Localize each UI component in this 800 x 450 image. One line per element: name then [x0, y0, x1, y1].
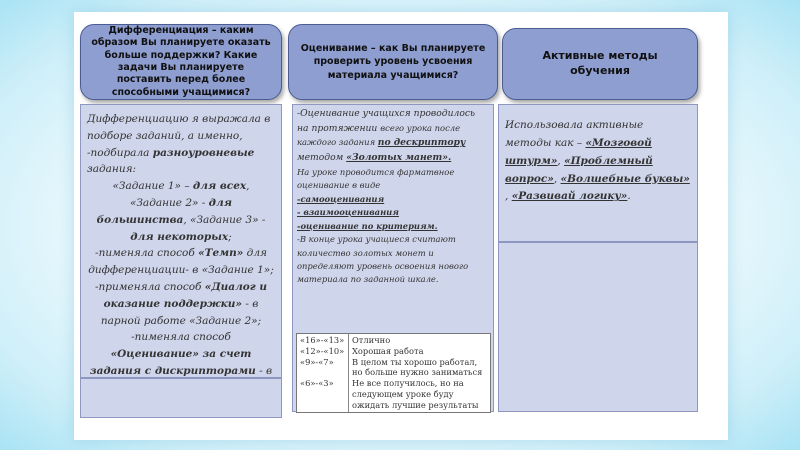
assess-descriptor: по дескриптору [377, 137, 466, 149]
diff-tempo [87, 245, 275, 279]
active-methods-empty-cell [498, 242, 698, 412]
active-intro: Использовала активные методы как – [505, 119, 644, 149]
diff-assessment-text: -пименяла способ [131, 331, 231, 344]
header-differentiation [80, 24, 282, 100]
diff-task3-bold: для некоторых [130, 230, 229, 243]
active-method-logic: «Развивай логику» [511, 190, 628, 203]
score-descriptions [349, 334, 490, 412]
assess-intro-small: всего урока после каждого задания [297, 122, 461, 148]
diff-tempo-end: для дифференциации- в «Задание 1»; [88, 247, 274, 277]
score-desc: но больше нужно заниматься [352, 367, 483, 378]
header-active-methods-text: Активные методы обучения [542, 49, 658, 77]
diff-dialog [87, 279, 275, 329]
diff-dialog-bold: «Диалог и оказание поддержки» [103, 280, 267, 310]
active-method-brainstorm: «Мозговой штурм» [505, 136, 652, 167]
diff-selection-end: задания: [87, 163, 137, 176]
active-end: . [627, 190, 631, 203]
assess-self: -самооценивания [297, 193, 385, 204]
header-active-methods [502, 28, 698, 100]
active-method-letters: «Волшебные буквы» [560, 172, 690, 185]
assess-formative: На уроке проводится фарматвное оценивание в виде [297, 166, 455, 191]
diff-task2: , «Задание 2» - [129, 180, 250, 209]
assess-peer: - взаимооценивания [297, 207, 399, 218]
diff-intro: Дифференциацию я выражала в подборе заданий, а именно, [87, 113, 271, 142]
diff-selection-text: -подбирала [87, 146, 153, 159]
score-desc: Не все получилось, но на [352, 378, 464, 389]
diff-assessment-bold: «Оценивание» за счет задания с дискрипторами [89, 348, 256, 377]
score-range: «12»-«10» [300, 345, 345, 356]
header-differentiation-text: Дифференциация – каким образом Вы планируете оказать больше поддержки? Какие задачи Вы планируете поставить перед более способными учащимися? [91, 24, 271, 98]
score-range: «16»-«13» [300, 335, 345, 345]
score-ranges [297, 334, 349, 412]
assess-end-text: -В конце урока учащиеся считают количество золотых монет и [297, 234, 456, 258]
diff-task2-bold: для большинства [96, 196, 233, 226]
score-range [300, 367, 345, 378]
score-desc: В целом ты хорошо работал, [352, 356, 478, 367]
assess-method: методом [297, 152, 347, 164]
score-desc: ожидать лучшие результаты [352, 399, 479, 410]
diff-dialog-text: -применяла способ [94, 280, 205, 293]
assess-criteria: -оценивание по критериям. [297, 220, 438, 231]
differentiation-empty-cell [80, 378, 282, 418]
score-desc: Хорошая работа [352, 345, 424, 356]
header-assessment-text: Оценивание – как Вы планируете проверить уровень усвоения материала учащимися? [300, 43, 486, 81]
score-desc: Отлично [352, 335, 391, 345]
diff-tasks [87, 178, 275, 245]
assess-intro [297, 107, 489, 166]
active-methods-cell [498, 104, 698, 242]
active-sep: , [505, 190, 512, 203]
header-assessment [288, 24, 498, 100]
active-method-problem: «Проблемный вопрос» [505, 154, 653, 185]
diff-task1-bold: для всех [192, 180, 247, 193]
assess-intro-text: -Оценивание учащихся проводилось на протяжении [297, 108, 476, 134]
diff-selection-bold: разноуровневые [152, 146, 255, 159]
diff-selection [87, 145, 275, 179]
assess-end-text2: определяют уровень освоения нового материала по заданной шкале. [297, 260, 469, 285]
assess-end [297, 233, 489, 287]
score-range: «6»-«3» [300, 378, 334, 389]
diff-task-end: ; [228, 230, 232, 243]
score-desc: следующем уроке буду [352, 388, 454, 399]
active-sep: , [553, 172, 561, 185]
diff-task1: «Задание 1» – [112, 180, 193, 193]
diff-tempo-bold: «Темп» [198, 247, 244, 260]
score-range: «9»-«7» [300, 356, 334, 367]
differentiation-cell [80, 104, 282, 378]
diff-task3: , «Задание 3» - [183, 213, 266, 226]
score-table [296, 333, 491, 413]
diff-assessment-end: - в [259, 364, 273, 377]
active-sep: , [557, 154, 565, 167]
assess-gold-coins: «Золотых манет». [346, 152, 452, 164]
diff-dialog-end: - в парной работе «Задание 2»; [100, 297, 262, 327]
diff-tempo-text: -пименяла способ [95, 247, 199, 260]
